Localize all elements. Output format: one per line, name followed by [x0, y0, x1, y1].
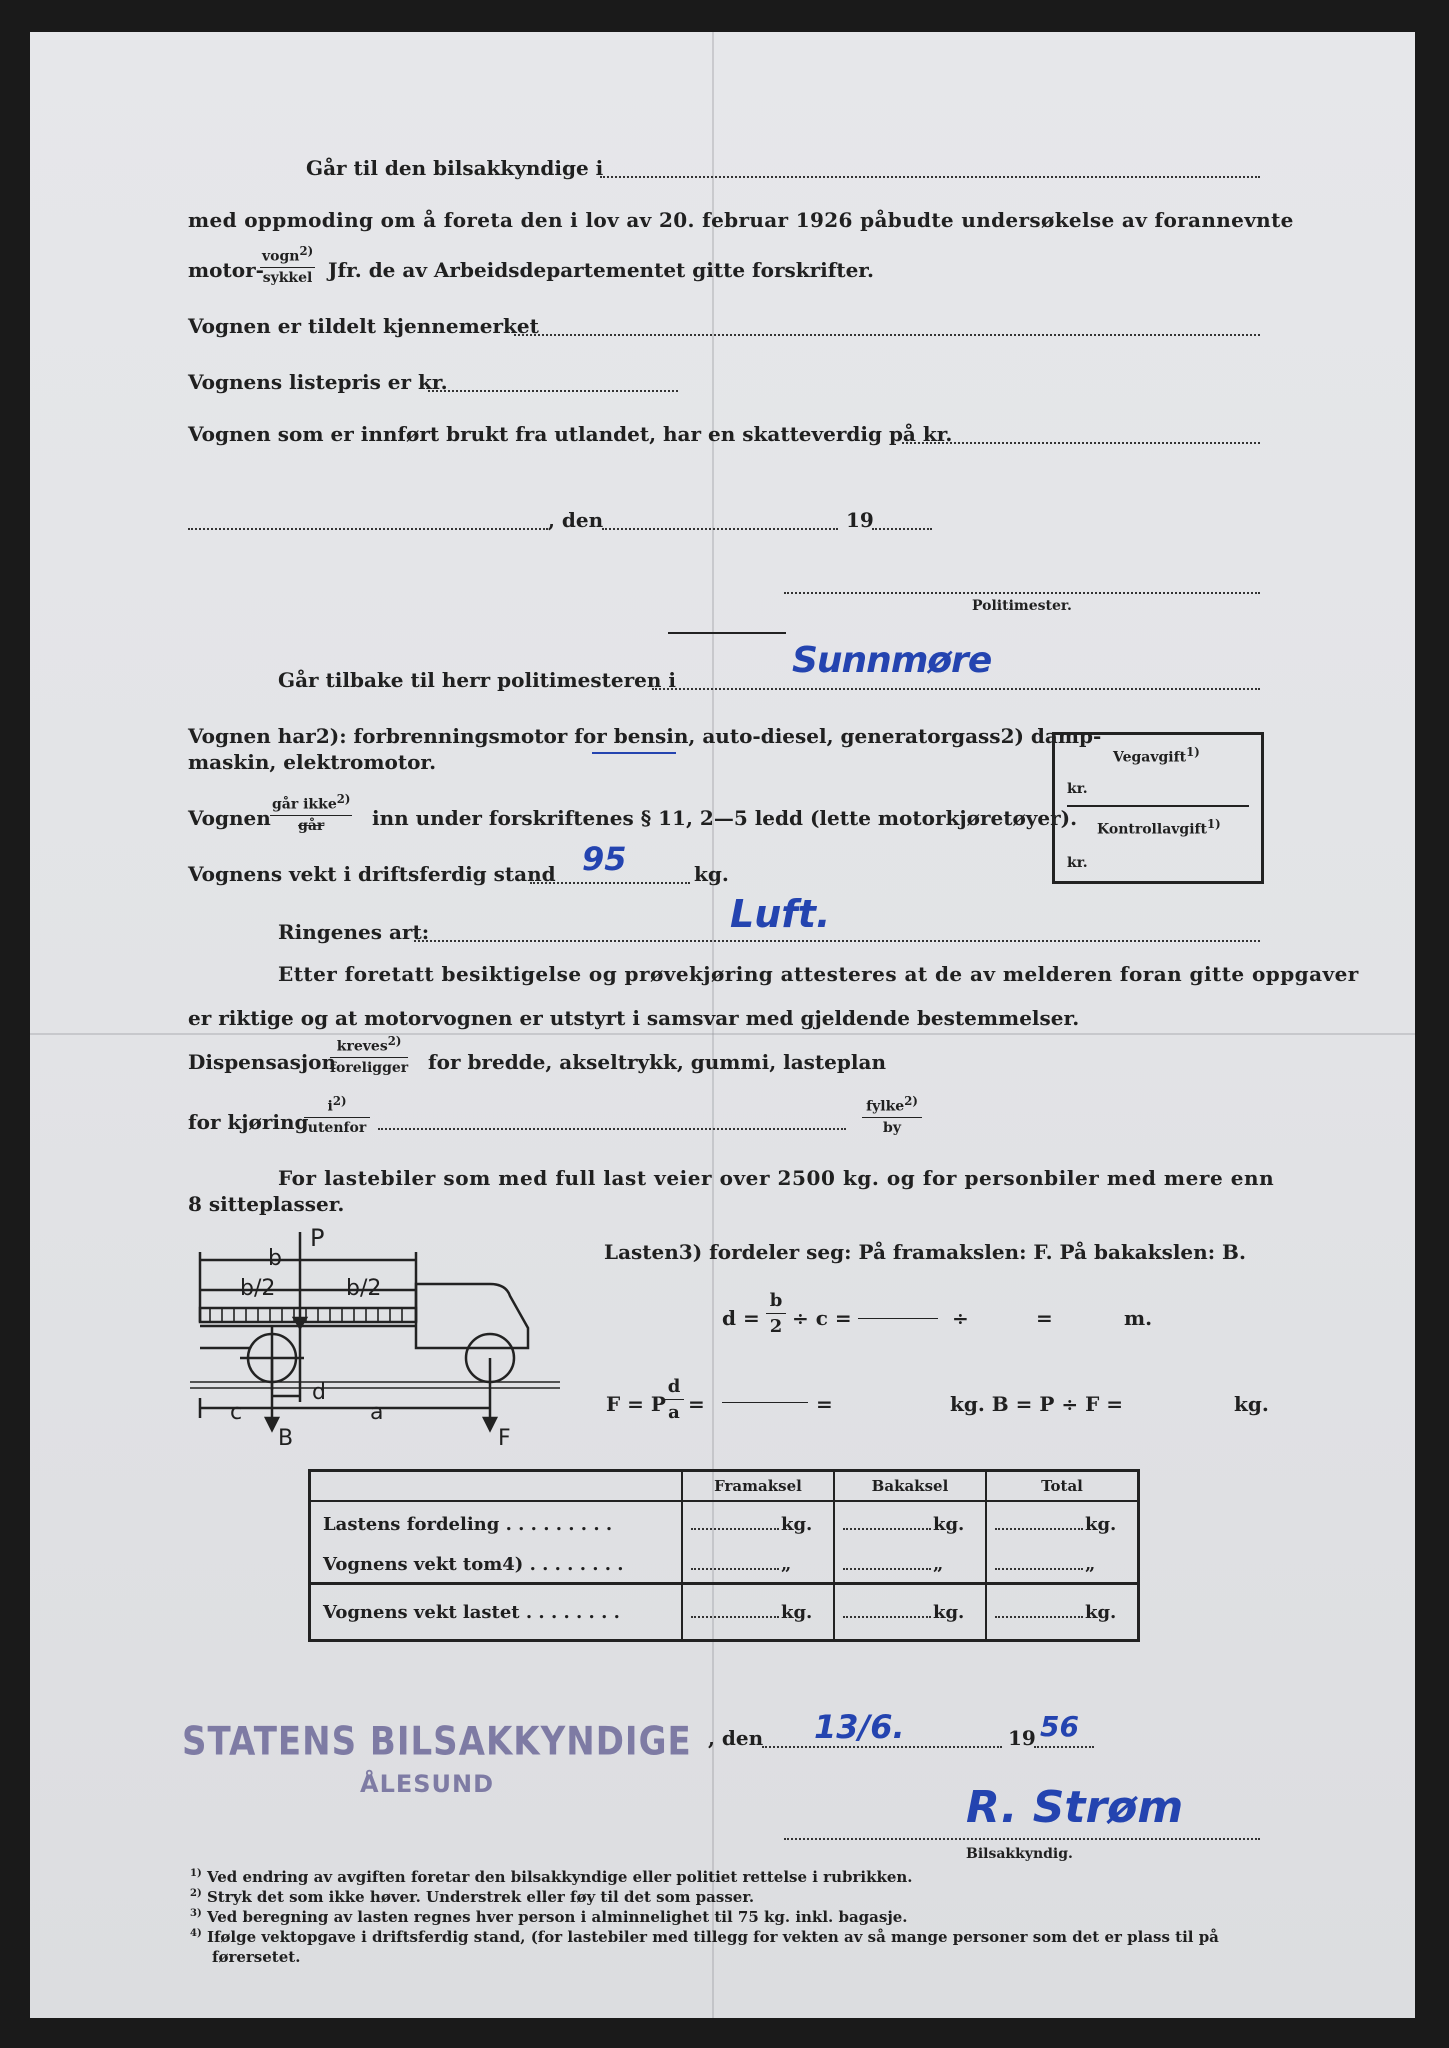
year-prefix: 19 [846, 508, 874, 532]
lasten-line: Lasten3) fordeler seg: På framakslen: F. På bakakslen: B. [604, 1240, 1246, 1264]
skatteverdig-label: Vognen som er innført brukt fra utlandet, har en skatteverdig på kr. [188, 422, 953, 446]
row-label-tom: Vognens vekt tom4) . . . . . . . . [323, 1553, 624, 1575]
formula-da-fraction: $\frac{d}{a}$ [664, 1376, 684, 1423]
bilsakkyndige-field[interactable] [600, 176, 1260, 178]
diagram-label-P: P [310, 1224, 325, 1252]
formula-d-blank1[interactable] [858, 1318, 938, 1319]
row-label-lastens: Lastens fordeling . . . . . . . . . [323, 1513, 613, 1535]
ringenes-handwriting: Luft. [730, 892, 831, 936]
cell-bakaksel-tom[interactable]: „ [834, 1546, 986, 1584]
bensin-underline [592, 752, 676, 754]
table-header-bakaksel: Bakaksel [834, 1471, 986, 1502]
signature-year-handwriting: 56 [1040, 1710, 1079, 1743]
table-header-total: Total [986, 1471, 1139, 1502]
cell-bakaksel-lastens[interactable]: kg. [834, 1501, 986, 1546]
weight-distribution-table [308, 1469, 1140, 1642]
fee-box-divider [1067, 805, 1249, 807]
oppmoding-text: med oppmoding om å foreta den i lov av 20. februar 1926 påbudte undersøkelse av forannevnte [188, 208, 1294, 232]
cell-framaksel-lastet[interactable]: kg. [682, 1584, 834, 1641]
signature-year-field[interactable] [1034, 1746, 1094, 1748]
formula-F-lhs: F = P [606, 1392, 666, 1416]
formula-F-blank[interactable] [722, 1402, 808, 1403]
listepris-label: Vognens listepris er kr. [188, 370, 448, 394]
disp-label: Dispensasjon [188, 1050, 337, 1074]
fylke-fraction: fylke$^{2)}$ by [862, 1094, 922, 1136]
lastebiler-line2: 8 sitteplasser. [188, 1192, 345, 1216]
gaar-fraction: går ikke$^{2)}$ går [272, 792, 351, 834]
table-row [310, 1501, 1139, 1546]
diagram-label-B: B [278, 1426, 294, 1451]
diagram-label-b: b [268, 1246, 282, 1271]
den-label: , den [548, 508, 604, 532]
diagram-label-b2a: b/2 [240, 1276, 276, 1301]
kr2-label: kr. [1067, 855, 1088, 871]
diagram-label-a: a [370, 1400, 384, 1425]
motor-prefix: motor- [188, 258, 264, 282]
kjennemerke-field[interactable] [514, 334, 1260, 336]
footnote-3: $^{3)}$ Ved beregning av lasten regnes hver person i alminnelighet til 75 kg. inkl. bagasje. [190, 1908, 908, 1926]
sted-field[interactable] [188, 528, 548, 530]
cell-framaksel-tom[interactable]: „ [682, 1546, 834, 1584]
lastebiler-line1: For lastebiler som med full last veier over 2500 kg. og for personbiler med mere enn [278, 1166, 1275, 1190]
vekt-field[interactable] [530, 882, 690, 884]
formula-F-eq1: = [688, 1392, 705, 1416]
bilsakkyndige-label: Går til den bilsakkyndige i [306, 156, 604, 180]
motor-suffix: Jfr. de av Arbeidsdepartementet gitte forskrifter. [328, 258, 874, 282]
formula-F-unit: kg. [1234, 1392, 1269, 1416]
vekt-label: Vognens vekt i driftsferdig stand [188, 862, 556, 886]
vognen-har-line1: Vognen har2): forbrenningsmotor for bensin, auto-diesel, generatorgass2) damp- [188, 724, 1102, 748]
footnote-4-cont: førersetet. [212, 1948, 301, 1966]
motor-fraction: vogn$^{2)}$ sykkel [262, 244, 314, 286]
formula-F-eq2: = [816, 1392, 833, 1416]
cell-total-tom[interactable]: „ [986, 1546, 1139, 1584]
cell-framaksel-lastens[interactable]: kg. [682, 1501, 834, 1546]
table-row [310, 1546, 1139, 1584]
vognen-prefix: Vognen [188, 806, 271, 830]
tilbake-label: Går tilbake til herr politimesteren i [278, 668, 676, 692]
vekt-handwriting: 95 [582, 840, 627, 878]
formula-d-unit: m. [1124, 1306, 1153, 1330]
cell-bakaksel-lastet[interactable]: kg. [834, 1584, 986, 1641]
vegavgift-label: Vegavgift$^{1)}$ [1113, 745, 1200, 766]
kr1-label: kr. [1067, 781, 1088, 797]
diagram-label-F: F [498, 1426, 511, 1451]
divider [668, 632, 786, 634]
politimester-signature-field[interactable] [784, 592, 1260, 594]
diagram-label-b2b: b/2 [346, 1276, 382, 1301]
table-row [310, 1584, 1139, 1641]
formula-F-mid: kg. B = P ÷ F = [950, 1392, 1123, 1416]
cell-total-lastens[interactable]: kg. [986, 1501, 1139, 1546]
skatteverdig-field[interactable] [902, 442, 1260, 444]
bilsakkyndig-signature-field[interactable] [784, 1838, 1260, 1840]
fee-box [1052, 732, 1264, 884]
politimester-label: Politimester. [972, 598, 1072, 614]
tilbake-field[interactable] [652, 688, 1260, 690]
formula-d-lhs: d = [722, 1306, 760, 1330]
formula-b2-fraction: $\frac{b}{2}$ [766, 1290, 786, 1337]
table-header-blank [310, 1471, 683, 1502]
bilsakkyndig-signature: R. Strøm [966, 1782, 1184, 1833]
diagram-label-c: c [230, 1400, 243, 1425]
disp-suffix: for bredde, akseltrykk, gummi, lasteplan [428, 1050, 886, 1074]
signature-den-label: , den [708, 1726, 764, 1750]
disp-fraction: kreves$^{2)}$ foreligger [330, 1034, 409, 1076]
footnote-2: $^{2)}$ Stryk det som ikke høver. Understrek eller føy til det som passer. [190, 1888, 755, 1906]
signature-date-handwriting: 13/6. [814, 1708, 905, 1746]
kjennemerke-label: Vognen er tildelt kjennemerket [188, 314, 539, 338]
dato-field[interactable] [602, 528, 838, 530]
kjoring-field[interactable] [378, 1128, 846, 1130]
kontrollavgift-label: Kontrollavgift$^{1)}$ [1097, 817, 1221, 838]
kjoring-label: for kjøring [188, 1110, 309, 1134]
ringenes-field[interactable] [414, 940, 1260, 942]
stamp-line1: STATENS BILSAKKYNDIGE [182, 1719, 692, 1765]
etter-line1: Etter foretatt besiktigelse og prøvekjøring attesteres at de av melderen foran gitte oppgaver [278, 962, 1359, 986]
table-header-framaksel: Framaksel [682, 1471, 834, 1502]
row-label-lastet: Vognens vekt lastet . . . . . . . . [310, 1584, 683, 1641]
gaar-suffix: inn under forskriftenes § 11, 2—5 ledd (lette motorkjøretøyer). [372, 806, 1078, 830]
ringenes-label: Ringenes art: [278, 920, 430, 944]
footnote-4: $^{4)}$ Ifølge vektopgave i driftsferdig stand, (for lastebiler med tillegg for vekten av så mange personer som det er plass til på [190, 1928, 1219, 1946]
cell-total-lastet[interactable]: kg. [986, 1584, 1139, 1641]
kjoring-fraction: $i^{2)}$ utenfor [304, 1094, 370, 1136]
formula-d-eq: = [1036, 1306, 1053, 1330]
tilbake-handwriting: Sunnmøre [792, 640, 992, 681]
vekt-unit: kg. [694, 862, 729, 886]
listepris-field[interactable] [428, 390, 678, 392]
vognen-har-line2: maskin, elektromotor. [188, 750, 437, 774]
formula-d-div: ÷ [952, 1306, 969, 1330]
year-field[interactable] [872, 528, 932, 530]
etter-line2: er riktige og at motorvognen er utstyrt i samsvar med gjeldende bestemmelser. [188, 1006, 1080, 1030]
bilsakkyndig-label: Bilsakkyndig. [966, 1846, 1073, 1862]
signature-year-prefix: 19 [1008, 1726, 1036, 1750]
formula-d-mid: ÷ c = [792, 1306, 852, 1330]
footnote-1: $^{1)}$ Ved endring av avgiften foretar den bilsakkyndige eller politiet rettelse i rubrikken. [190, 1868, 913, 1886]
diagram-label-d: d [312, 1380, 326, 1405]
signature-date-field[interactable] [762, 1746, 1002, 1748]
fold-line-horizontal [30, 1033, 1415, 1035]
stamp-line2: ÅLESUND [360, 1770, 495, 1798]
